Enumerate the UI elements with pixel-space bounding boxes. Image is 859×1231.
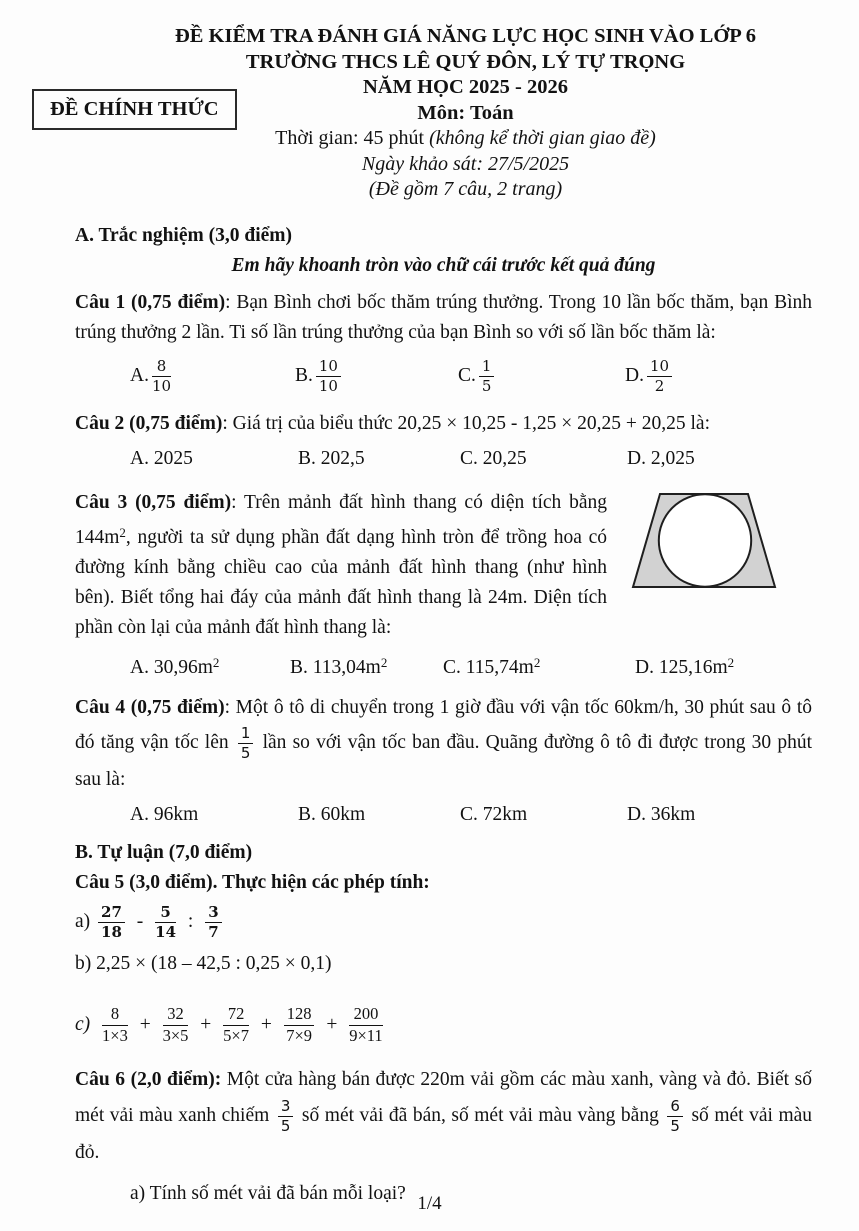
fraction-denominator: 10 — [318, 376, 338, 395]
question-6-text: Một cửa hàng bán được 220m vải gồm các màu xanh, vàng và đỏ. Biết số mét vải màu xanh chiếm — [75, 1068, 812, 1127]
fraction: $\frac{8}{1\times 3}$ — [102, 1004, 128, 1045]
fraction: $\frac{27}{18}$ — [98, 904, 125, 942]
q5a-prefix: a) — [75, 910, 91, 932]
fraction-denominator: 2 — [654, 376, 665, 395]
fraction-numerator: 10 — [316, 358, 341, 377]
time-note: (không kể thời gian giao đề) — [429, 127, 656, 149]
fraction-numerator: 10 — [647, 358, 672, 377]
pages-note: (Đề gồm 7 câu, 2 trang) — [368, 178, 563, 200]
minus-operator: - — [136, 910, 144, 932]
fraction: $\frac{5}{14}$ — [155, 902, 177, 941]
question-2-options — [75, 444, 812, 474]
trapezoid-figure — [631, 492, 777, 589]
answer-option-d: D. $125,16m^2$ — [635, 655, 735, 678]
plus-operator: + — [260, 1013, 272, 1035]
plus-operator: + — [139, 1013, 151, 1035]
answer-option-b: B. 60km — [298, 803, 366, 825]
survey-date: Ngày khảo sát: 27/5/2025 — [361, 152, 570, 175]
section-a-heading: A. Trắc nghiệm (3,0 điểm) — [75, 224, 293, 246]
question-3-options — [75, 648, 812, 683]
question-6-label: Câu 6 (2,0 điểm): — [75, 1068, 222, 1090]
plus-operator: + — [200, 1013, 212, 1035]
exam-title: ĐỀ KIỂM TRA ĐÁNH GIÁ NĂNG LỰC HỌC SINH VÀO LỚP 6 — [174, 25, 757, 47]
fraction — [647, 358, 672, 396]
fraction-denominator: 5 — [240, 744, 251, 763]
question-2-label: Câu 2 (0,75 điểm) — [75, 413, 223, 434]
question-3 — [75, 488, 812, 643]
question-2-text: : Giá trị của biểu thức 20,25 × 10,25 - 1,25 × 20,25 + 20,25 là: — [222, 413, 710, 434]
question-1-label: Câu 1 (0,75 điểm) — [75, 291, 226, 313]
exam-body — [75, 221, 812, 1210]
subject-line: Môn: Toán — [417, 101, 514, 124]
fraction — [238, 725, 254, 763]
question-1-options — [75, 356, 812, 398]
answer-option-a: A. 2025 — [130, 448, 193, 469]
fraction-numerator: 8 — [152, 358, 171, 377]
question-2 — [75, 409, 812, 439]
fraction: $\frac{6}{5}$ — [667, 1098, 683, 1136]
question-4 — [75, 693, 812, 795]
fraction — [152, 358, 171, 396]
answer-option-a: A. $\frac{8}{10}$ — [130, 356, 172, 395]
fraction: $\frac{32}{3\times 5}$ — [162, 1004, 189, 1045]
page-number: 1/4 — [417, 1193, 442, 1214]
answer-option-c: C. 72km — [460, 803, 528, 825]
answer-option-c: C. $115,74m^2$ — [443, 655, 541, 678]
plus-operator: + — [326, 1013, 338, 1035]
question-6 — [75, 1064, 812, 1170]
answer-option-b: B. $\frac{10}{10}$ — [295, 356, 458, 398]
fraction — [316, 358, 341, 396]
question-4-text: : Một ô tô di chuyển trong 1 giờ đầu với vận tốc 60km/h, 30 phút sau ô tô đó tăng vận tốc lên — [75, 697, 812, 754]
question-6-text-end: số mét vải màu đỏ. — [75, 1105, 813, 1164]
section-b-heading: B. Tự luận (7,0 điểm) — [75, 841, 253, 863]
fraction: $\frac{128}{7\times 9}$ — [284, 1005, 315, 1046]
question-1 — [75, 288, 812, 348]
school-year: NĂM HỌC 2025 - 2026 — [363, 76, 568, 98]
q6-sub-a: a) Tính số mét vải đã bán mỗi loại? — [130, 1183, 406, 1205]
answer-option-d: D. 36km — [627, 803, 696, 825]
answer-option-a: A. $30,96m^2$ — [130, 655, 220, 678]
question-4-text-cont: lần so với vận tốc ban đầu. Quãng đường ô tô đi được trong 30 phút sau là: — [75, 732, 813, 790]
fraction-denominator: 10 — [151, 376, 172, 395]
q5-part-c — [75, 1003, 812, 1048]
question-1-text: : Bạn Bình chơi bốc thăm trúng thưởng. Trong 10 lần bốc thăm, bạn Bình trúng thưởng 2 lần. Ti số lần trúng thưởng của bạn Bình so với số lần bốc thăm là: — [75, 291, 812, 343]
official-stamp-label: ĐỀ CHÍNH THỨC — [50, 98, 219, 120]
answer-option-c: C. 20,25 — [460, 448, 527, 469]
q5-part-a — [75, 902, 812, 944]
school-name: TRƯỜNG THCS LÊ QUÝ ĐÔN, LÝ TỰ TRỌNG — [245, 50, 686, 73]
superscript: 2 — [119, 525, 126, 540]
divide-operator: : — [187, 910, 194, 932]
official-stamp-box — [32, 89, 237, 130]
q5-part-b: b) 2,25 × (18 – 42,5 : 0,25 × 0,1) — [75, 953, 332, 974]
question-4-label: Câu 4 (0,75 điểm) — [75, 697, 225, 718]
fraction: $\frac{72}{5\times 7}$ — [223, 1004, 249, 1045]
answer-option-b: B. $113,04m^2$ — [290, 655, 388, 678]
question-3-label: Câu 3 (0,75 điểm) — [75, 492, 232, 513]
question-4-options — [75, 800, 812, 830]
question-5-label: Câu 5 (3,0 điểm). Thực hiện các phép tính: — [75, 871, 430, 893]
fraction-numerator: 1 — [238, 725, 254, 744]
question-3-text: : Trên mảnh đất hình thang có diện tích bằng 144m — [75, 492, 608, 548]
answer-option-d: D. $\frac{10}{2}$ — [625, 356, 812, 398]
fraction: $\frac{3}{7}$ — [205, 904, 221, 942]
fraction — [479, 358, 495, 396]
answer-option-b: B. 202,5 — [298, 448, 365, 469]
question-3-text-cont: , người ta sử dụng phần đất dạng hình tròn để trồng hoa có đường kính bằng chiều cao của mảnh đất hình thang (như hình bên). Biết tổng hai đáy của mảnh đất hình thang là 24m. Diện tích phần còn lại của mảnh đất hình thang là: — [75, 527, 607, 638]
answer-option-c: C. $\frac{1}{5}$ — [458, 356, 625, 398]
instruction-line: Em hãy khoanh tròn vào chữ cái trước kết quả đúng — [231, 254, 656, 276]
fraction: $\frac{3}{5}$ — [278, 1098, 294, 1136]
q5c-prefix: c) — [75, 1013, 91, 1035]
time-limit: Thời gian: 45 phút — [275, 127, 430, 149]
fraction-denominator: 5 — [481, 376, 492, 395]
question-6-text-cont: số mét vải đã bán, số mét vải màu vàng bằng — [296, 1105, 665, 1127]
answer-option-d: D. 2,025 — [627, 448, 695, 469]
inscribed-circle — [659, 494, 751, 586]
fraction-numerator: 1 — [479, 358, 495, 377]
answer-option-a: A. 96km — [130, 803, 199, 825]
fraction: $\frac{200}{9\times 11}$ — [349, 1004, 383, 1045]
